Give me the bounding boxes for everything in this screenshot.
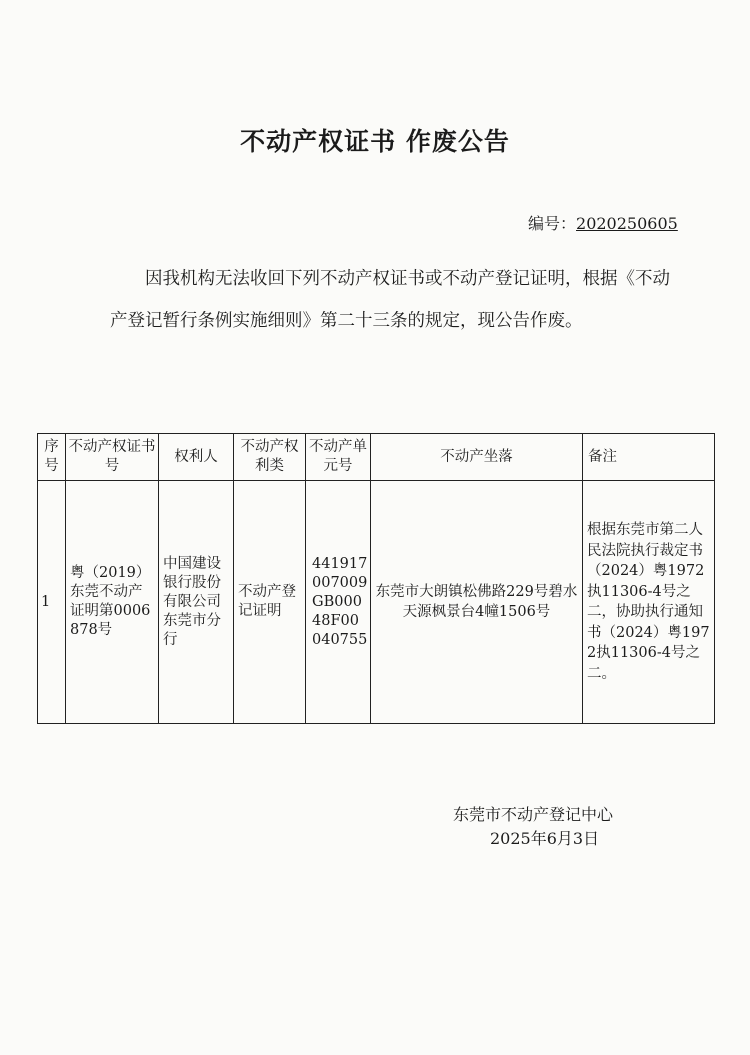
cell-note xyxy=(583,481,715,724)
cell-unit-no xyxy=(306,481,371,724)
note-text: 根据东莞市第二人民法院执行裁定书（2024）粤1972执11306-4号之二，协助执行通知书（2024）粤1972执11306-4号之二。 xyxy=(587,522,710,682)
table-header-row xyxy=(38,434,715,481)
document-number-label: 编号： xyxy=(528,214,577,233)
cell-no: 1 xyxy=(38,481,66,724)
signing-date: 2025年6月3日 xyxy=(490,829,600,848)
header-no: 序号 xyxy=(38,434,66,481)
header-cert-no: 不动产权证书号 xyxy=(66,434,159,481)
header-holder: 权利人 xyxy=(159,434,234,481)
header-location: 不动产坐落 xyxy=(371,434,583,481)
page-title: 不动产权证书 作废公告 xyxy=(240,127,510,156)
cell-right-type xyxy=(234,481,306,724)
cell-location xyxy=(371,481,583,724)
header-unit-no: 不动产单元号 xyxy=(306,434,371,481)
cell-holder xyxy=(159,481,234,724)
signing-organization: 东莞市不动产登记中心 xyxy=(453,805,614,824)
table-row xyxy=(38,481,715,724)
cert-no-text: 粤（2019）东莞不动产证明第0006878号 xyxy=(70,565,151,638)
right-type-text: 不动产登记证明 xyxy=(238,584,296,619)
void-certificate-table xyxy=(37,433,715,724)
cell-cert-no xyxy=(66,481,159,724)
header-right-type: 不动产权利类 xyxy=(234,434,306,481)
document-number xyxy=(528,211,678,234)
header-note: 备注 xyxy=(583,434,715,481)
announcement-body: 因我机构无法收回下列不动产权证书或不动产登记证明，根据《不动产登记暂行条例实施细则》第二十三条的规定，现公告作废。 xyxy=(110,269,670,331)
location-text: 东莞市大朗镇松佛路229号碧水天源枫景台4幢1506号 xyxy=(375,584,578,620)
holder-text: 中国建设银行股份有限公司东莞市分行 xyxy=(163,555,221,648)
unit-no-text: 441917007009GB00048F00040755 xyxy=(312,555,368,648)
document-number-value: 2020250605 xyxy=(576,214,678,233)
